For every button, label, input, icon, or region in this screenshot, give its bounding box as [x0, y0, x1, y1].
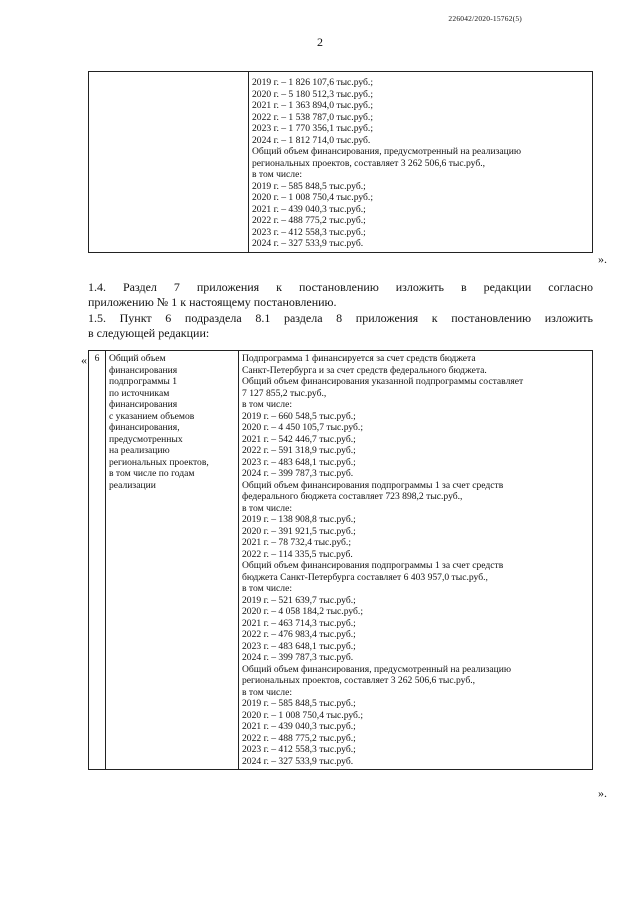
text-line: в том числе:	[242, 583, 293, 594]
text-line: Общий объем финансирования указанной подпрограммы составляет	[242, 376, 524, 387]
paragraph-line: в следующей редакции:	[88, 326, 210, 340]
text-line: 2022 г. – 591 318,9 тыс.руб.;	[242, 445, 356, 456]
paragraph-line: приложению № 1 к настоящему постановлению.	[88, 295, 337, 309]
text-line: Общий объем финансирования подпрограммы 1 за счет средств	[242, 560, 504, 571]
name-line: региональных проектов,	[109, 456, 209, 468]
opening-quote: «	[81, 353, 87, 367]
text-line: 2019 г. – 585 848,5 тыс.руб.;	[242, 698, 356, 709]
text-line: 2019 г. – 585 848,5 тыс.руб.;	[252, 180, 366, 192]
text-line: 2023 г. – 483 648,1 тыс.руб.;	[242, 456, 356, 468]
name-line: с указанием объемов	[109, 410, 195, 422]
text-line: региональных проектов, составляет 3 262 506,6 тыс.руб.,	[242, 675, 476, 686]
name-line: предусмотренных	[109, 433, 183, 445]
text-line: 2022 г. – 488 775,2 тыс.руб.;	[252, 215, 366, 226]
text-line: в том числе:	[242, 686, 293, 698]
text-line: 2021 г. – 463 714,3 тыс.руб.;	[242, 617, 356, 629]
text-line: Общий объем финансирования, предусмотренный на реализацию	[252, 146, 522, 157]
page-number: 2	[317, 35, 323, 49]
text-line: региональных проектов, составляет 3 262 506,6 тыс.руб.,	[252, 157, 486, 169]
text-line: в том числе:	[252, 169, 303, 180]
name-line: на реализацию	[109, 445, 170, 456]
text-line: Подпрограмма 1 финансируется за счет средств бюджета	[242, 353, 476, 364]
text-line: федерального бюджета составляет 723 898,2 тыс.руб.,	[242, 491, 463, 502]
text-line: 2020 г. – 4 058 184,2 тыс.руб.;	[242, 606, 363, 617]
table-row	[89, 351, 593, 770]
text-line: 2020 г. – 391 921,5 тыс.руб.;	[242, 525, 356, 537]
text-line: 2024 г. – 399 787,3 тыс.руб.	[242, 652, 354, 663]
text-line: 2021 г. – 439 040,3 тыс.руб.;	[242, 721, 356, 732]
text-line: 2024 г. – 399 787,3 тыс.руб.	[242, 468, 354, 479]
text-line: 2020 г. – 1 008 750,4 тыс.руб.;	[242, 709, 363, 721]
text-line: 7 127 855,2 тыс.руб.,	[242, 387, 327, 399]
paragraph-1-5	[88, 311, 593, 341]
name-line: реализации	[109, 479, 156, 491]
text-line: 2019 г. – 138 908,8 тыс.руб.;	[242, 514, 356, 525]
table-cell-name	[89, 72, 249, 253]
text-line: 2024 г. – 327 533,9 тыс.руб.	[252, 238, 364, 249]
text-line: Общий объем финансирования, предусмотренный на реализацию	[242, 663, 512, 675]
table-cell-content	[239, 351, 593, 770]
text-line: 2019 г. – 660 548,5 тыс.руб.;	[242, 410, 356, 422]
row-number: 6	[89, 351, 106, 770]
name-line: финансирования	[109, 399, 178, 410]
text-line: 2020 г. – 1 008 750,4 тыс.руб.;	[252, 192, 373, 203]
name-line: Общий объем	[109, 353, 166, 364]
paragraph-line: 1.4. Раздел 7 приложения к постановлению изложить в редакции согласно	[88, 280, 593, 294]
paragraph-line: 1.5. Пункт 6 подраздела 8.1 раздела 8 приложения к постановлению изложить	[88, 311, 593, 325]
text-line: Общий объем финансирования подпрограммы 1 за счет средств	[242, 479, 504, 491]
name-line: по источникам	[109, 387, 170, 399]
text-line: 2023 г. – 412 558,3 тыс.руб.;	[252, 226, 366, 238]
text-line: 2020 г. – 4 450 105,7 тыс.руб.;	[242, 422, 363, 433]
name-line: в том числе по годам	[109, 468, 195, 479]
text-line: 2020 г. – 5 180 512,3 тыс.руб.;	[252, 88, 373, 100]
text-line: 2019 г. – 521 639,7 тыс.руб.;	[242, 594, 356, 606]
text-line: 2023 г. – 483 648,1 тыс.руб.;	[242, 640, 356, 652]
text-line: 2021 г. – 542 446,7 тыс.руб.;	[242, 433, 356, 445]
new-edition-table	[88, 350, 593, 770]
name-line: финансирования	[109, 364, 178, 376]
text-line: бюджета Санкт-Петербурга составляет 6 403 957,0 тыс.руб.,	[242, 571, 488, 583]
table-cell-content	[249, 72, 593, 253]
text-line: 2024 г. – 1 812 714,0 тыс.руб.	[252, 134, 371, 146]
text-line: 2024 г. – 327 533,9 тыс.руб.	[242, 755, 354, 767]
closing-quote: ».	[598, 786, 607, 800]
table-cell-name	[106, 351, 239, 770]
name-line: подпрограммы 1	[109, 376, 178, 387]
text-line: 2021 г. – 439 040,3 тыс.руб.;	[252, 203, 366, 215]
text-line: 2023 г. – 1 770 356,1 тыс.руб.;	[252, 123, 373, 134]
text-line: в том числе:	[242, 502, 293, 514]
text-line: 2023 г. – 412 558,3 тыс.руб.;	[242, 744, 356, 755]
text-line: 2022 г. – 488 775,2 тыс.руб.;	[242, 732, 356, 744]
closing-quote: ».	[598, 252, 607, 266]
text-line: 2022 г. – 1 538 787,0 тыс.руб.;	[252, 111, 373, 123]
text-line: 2021 г. – 78 732,4 тыс.руб.;	[242, 537, 351, 548]
text-line: 2022 г. – 476 983,4 тыс.руб.;	[242, 629, 356, 640]
text-line: Санкт-Петербурга и за счет средств федерального бюджета.	[242, 364, 487, 376]
text-line: в том числе:	[242, 399, 293, 410]
paragraph-1-4	[88, 280, 593, 310]
text-line: 2022 г. – 114 335,5 тыс.руб.	[242, 548, 353, 560]
table-row	[89, 72, 593, 253]
text-line: 2021 г. – 1 363 894,0 тыс.руб.;	[252, 100, 373, 111]
document-registration-number: 226042/2020-15762(5)	[448, 14, 522, 23]
name-line: финансирования,	[109, 422, 180, 433]
text-line: 2019 г. – 1 826 107,6 тыс.руб.;	[252, 77, 373, 88]
continued-table	[88, 71, 593, 253]
